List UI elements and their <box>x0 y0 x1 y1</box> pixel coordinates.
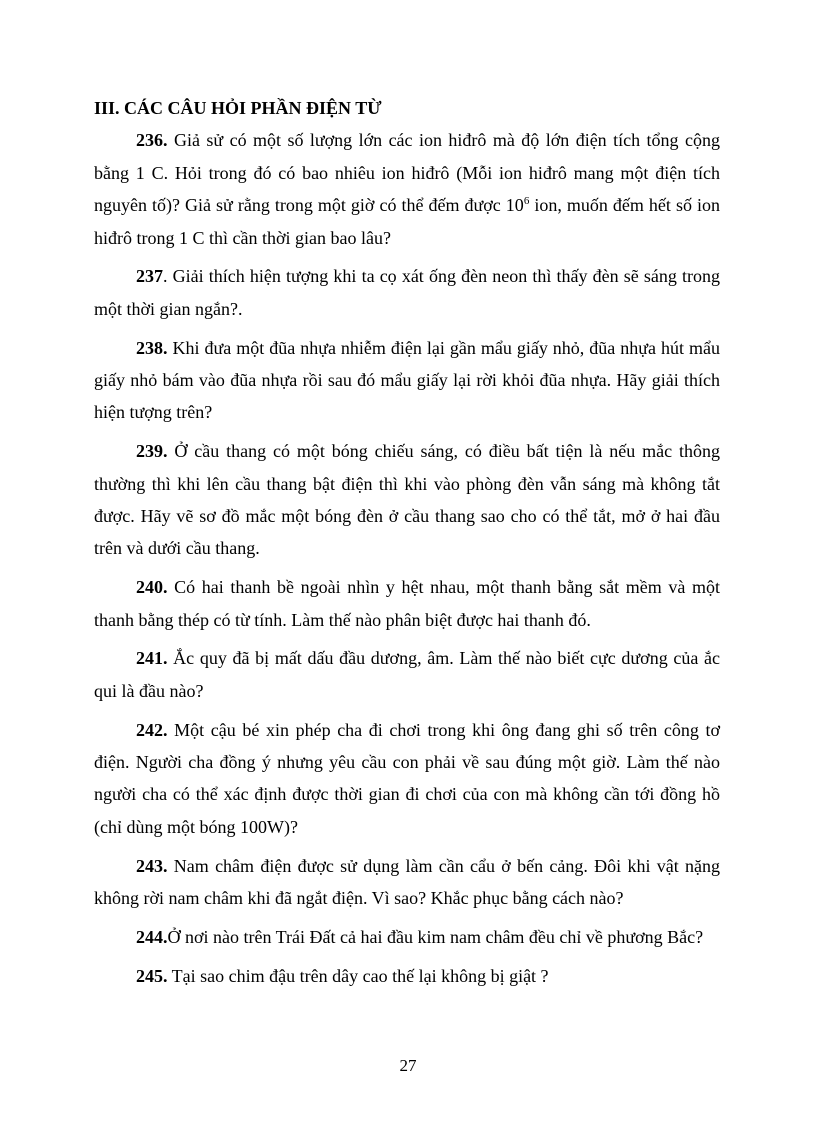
question-text-continued: ion, muốn đếm hết số ion hiđrô trong 1 C thì cần thời gian bao lâu? <box>94 195 720 248</box>
question-text: Ở nơi nào trên Trái Đất cả hai đầu kim nam châm đều chỉ về phương Bắc? <box>167 926 704 947</box>
question-number: 245. <box>136 965 168 986</box>
question-number: 236. <box>136 130 168 151</box>
question-238 <box>94 332 720 429</box>
question-245 <box>94 960 720 992</box>
question-244 <box>94 921 720 953</box>
question-text: Giả sử có một số lượng lớn các ion hiđrô mà độ lớn điện tích tổng cộng bằng 1 C. Hỏi trong đó có bao nhiêu ion hiđrô (Mỗi ion hiđrô mang một điện tích nguyên tố)? Giả sử rằng trong một giờ có thể đếm được 10 <box>94 130 720 216</box>
question-number: 242. <box>136 719 168 740</box>
section-heading: III. CÁC CÂU HỎI PHẦN ĐIỆN TỪ <box>94 98 382 118</box>
superscript-exponent: 6 <box>523 195 530 208</box>
page-number: 27 <box>399 1056 417 1075</box>
question-text: Nam châm điện được sử dụng làm cần cẩu ở bến cảng. Đôi khi vật nặng không rời nam châm khi đã ngắt điện. Vì sao? Khắc phục bằng cách nào? <box>94 855 720 909</box>
question-number: 238. <box>136 337 168 358</box>
question-number: 240. <box>136 577 168 598</box>
question-241 <box>94 642 720 707</box>
question-number: 239. <box>136 441 168 462</box>
question-236 <box>94 124 720 254</box>
question-number: 241. <box>136 648 168 669</box>
question-243 <box>94 850 720 915</box>
question-number: 243. <box>136 855 168 876</box>
question-237 <box>94 260 720 325</box>
question-text: . Giải thích hiện tượng khi ta cọ xát ống đèn neon thì thấy đèn sẽ sáng trong một thời gian ngắn?. <box>94 266 720 319</box>
question-text: Ở cầu thang có một bóng chiếu sáng, có điều bất tiện là nếu mắc thông thường thì khi lên cầu thang bật điện thì khi vào phòng đèn vẫn sáng mà không tắt được. Hãy vẽ sơ đồ mắc một bóng đèn ở cầu thang sao cho có thể tắt, mở ở hai đầu trên và dưới cầu thang. <box>94 441 720 559</box>
question-text: Một cậu bé xin phép cha đi chơi trong khi ông đang ghi số trên công tơ điện. Người cha đồng ý nhưng yêu cầu con phải về sau đúng một giờ. Làm thế nào người cha có thể xác định được thời gian đi chơi của con mà không cần tới đồng hồ (chỉ dùng một bóng 100W)? <box>94 719 720 837</box>
question-text: Ắc quy đã bị mất dấu đầu dương, âm. Làm thế nào biết cực dương của ắc qui là đầu nào? <box>94 648 720 701</box>
question-number: 244. <box>136 926 168 947</box>
question-text: Tại sao chim đậu trên dây cao thế lại không bị giật ? <box>167 965 549 986</box>
question-text: Có hai thanh bề ngoài nhìn y hệt nhau, một thanh bằng sắt mềm và một thanh bằng thép có từ tính. Làm thế nào phân biệt được hai thanh đó. <box>94 577 720 630</box>
question-240 <box>94 571 720 636</box>
question-242 <box>94 714 720 844</box>
question-number: 237 <box>136 266 163 287</box>
question-239 <box>94 435 720 565</box>
page-content <box>94 92 720 998</box>
question-text: Khi đưa một đũa nhựa nhiễm điện lại gần mẩu giấy nhỏ, đũa nhựa hút mẩu giấy nhỏ bám vào đũa nhựa rồi sau đó mẩu giấy lại rời khỏi đũa nhựa. Hãy giải thích hiện tượng trên? <box>94 337 720 423</box>
